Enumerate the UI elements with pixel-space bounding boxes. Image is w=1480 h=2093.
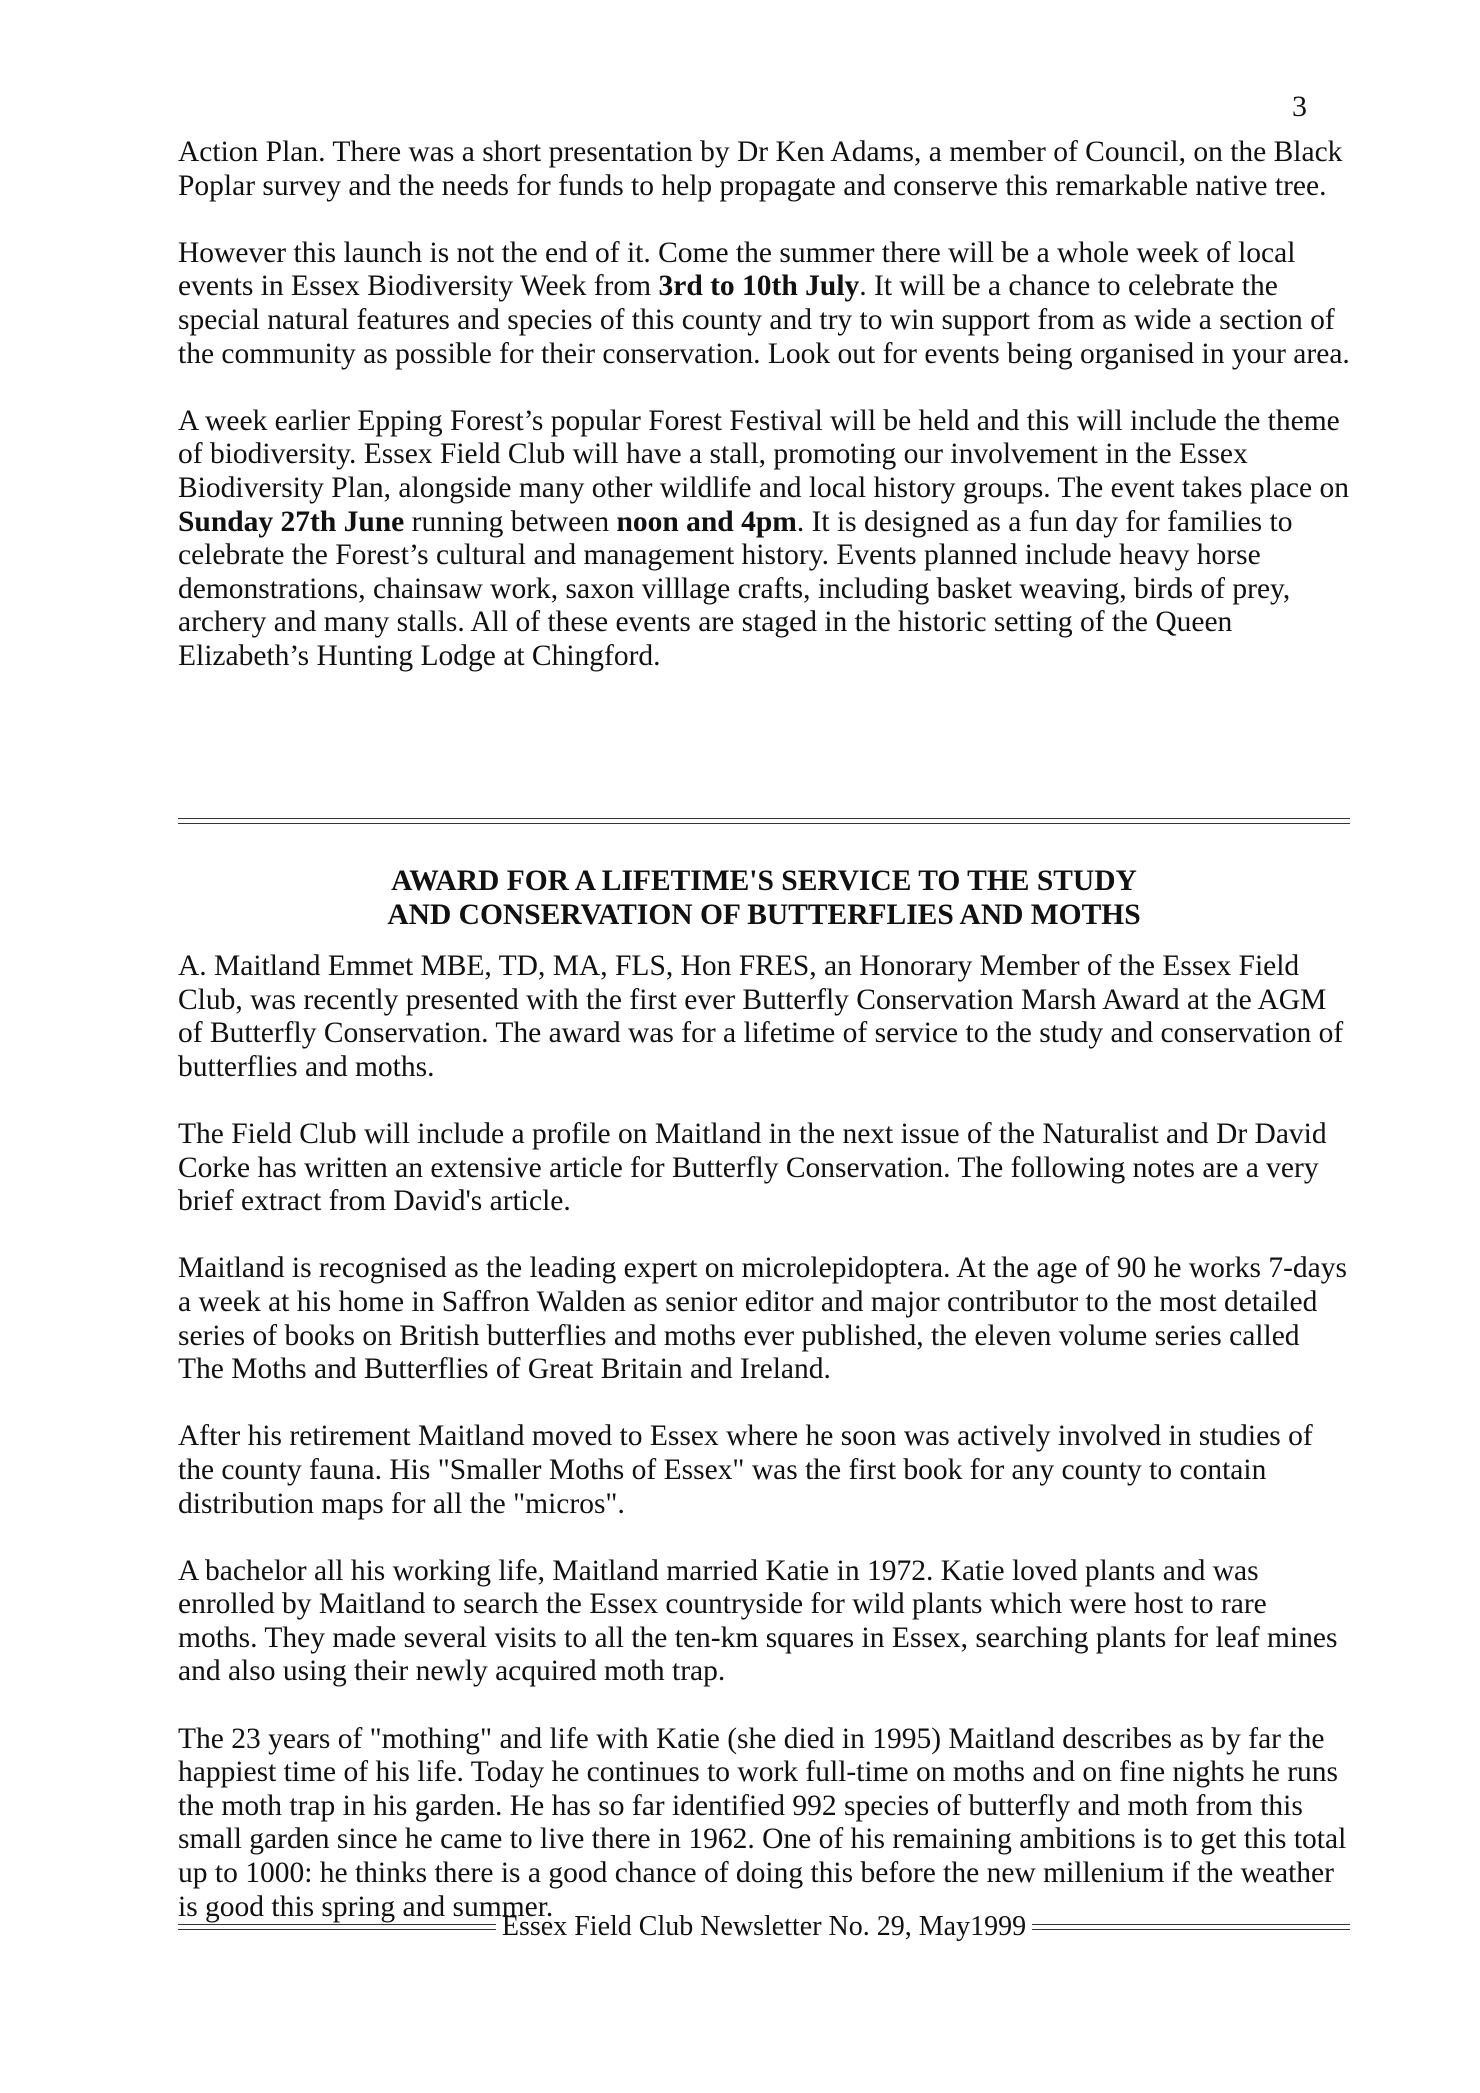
text-run: However this launch is not the end of it. Come the summer there will be a whole week of local events in Essex Biodiversity Week from xyxy=(178,236,1296,303)
page-footer xyxy=(178,1912,1350,1942)
footer-text: Essex Field Club Newsletter No. 29, May1999 xyxy=(501,1911,1027,1942)
text-run: . It is designed as a fun day for families to celebrate the Forest’s cultural and management history. Events planned include heavy horse demonstrations, chainsaw work, saxon villlage crafts, including basket weaving, birds of prey, archery and many stalls. All of these events are staged in the historic setting of the Queen Elizabeth’s Hunting Lodge at Chingford. xyxy=(178,505,1293,672)
paragraph-retirement: After his retirement Maitland moved to Essex where he soon was actively involved in studies of the county fauna. His "Smaller Moths of Essex" was the first book for any county to contain distribution maps for all the "micros". xyxy=(178,1420,1313,1520)
article-heading xyxy=(178,865,1350,932)
date-highlight: 3rd to 10th July xyxy=(658,270,860,303)
text-run: . It will be a chance to celebrate the special natural features and species of this county and try to win support from as wide a section of the community as possible for their conservation. Look out for events being organised in your area. xyxy=(178,270,1350,370)
paragraph-katie: A bachelor all his working life, Maitland married Katie in 1972. Katie loved plants and was enrolled by Maitland to search the Essex countryside for wild plants which were host to rare moths. They made several visits to all the ten-km squares in Essex, searching plants for leaf mines and also using their newly acquired moth trap. xyxy=(178,1554,1338,1688)
heading-line-2: AND CONSERVATION OF BUTTERFLIES AND MOTHS xyxy=(387,898,1141,931)
page-number: 3 xyxy=(1292,90,1307,123)
paragraph-action-plan: Action Plan. There was a short presentation by Dr Ken Adams, a member of Council, on the Black Poplar survey and the needs for funds to help propagate and conserve this remarkable native tree. xyxy=(178,136,1343,202)
heading-line-1: AWARD FOR A LIFETIME'S SERVICE TO THE STUDY xyxy=(391,865,1137,897)
paragraph-biodiversity-week xyxy=(178,237,1350,371)
paragraph-award: A. Maitland Emmet MBE, TD, MA, FLS, Hon FRES, an Honorary Member of the Essex Field Club, was recently presented with the first ever Butterfly Conservation Marsh Award at the AGM of Butterfly Conservation. The award was for a lifetime of service to the study and conservation of butterflies and moths. xyxy=(178,950,1344,1083)
date-highlight: Sunday 27th June xyxy=(178,505,405,538)
paragraph-forest-festival xyxy=(178,405,1350,674)
paragraph-profile: The Field Club will include a profile on Maitland in the next issue of the Naturalist and Dr David Corke has written an extensive article for Butterfly Conservation. The following notes are a very brief extract from David's article. xyxy=(178,1117,1327,1218)
paragraph-mothing: The 23 years of "mothing" and life with Katie (she died in 1995) Maitland describes as by far the happiest time of his life. Today he continues to work full-time on moths and on fine nights he runs the moth trap in his garden. He has so far identified 992 species of butterfly and moth from this small garden since he came to live there in 1962. One of his remaining ambitions is to get this total up to 1000: he thinks there is a good chance of doing this before the new millenium if the weather is good this spring and summer. xyxy=(178,1722,1347,1923)
text-run: running between xyxy=(404,505,617,538)
footer-rule-right xyxy=(1032,1924,1350,1930)
paragraph-expert: Maitland is recognised as the leading expert on microlepidoptera. At the age of 90 he works 7-days a week at his home in Saffron Walden as senior editor and major contributor to the most detailed series of books on British butterflies and moths ever published, the eleven volume series called The Moths and Butterflies of Great Britain and Ireland. xyxy=(178,1252,1348,1386)
time-highlight: noon and 4pm xyxy=(616,505,797,538)
section-biodiversity xyxy=(178,136,1350,674)
section-award xyxy=(178,950,1350,1924)
section-divider xyxy=(178,818,1350,824)
text-run: A week earlier Epping Forest’s popular Forest Festival will be held and this will include the theme of biodiversity. Essex Field Club will have a stall, promoting our involvement in the Essex Biodiversity Plan, alongside many other wildlife and local history groups. The event takes place on xyxy=(178,404,1349,504)
